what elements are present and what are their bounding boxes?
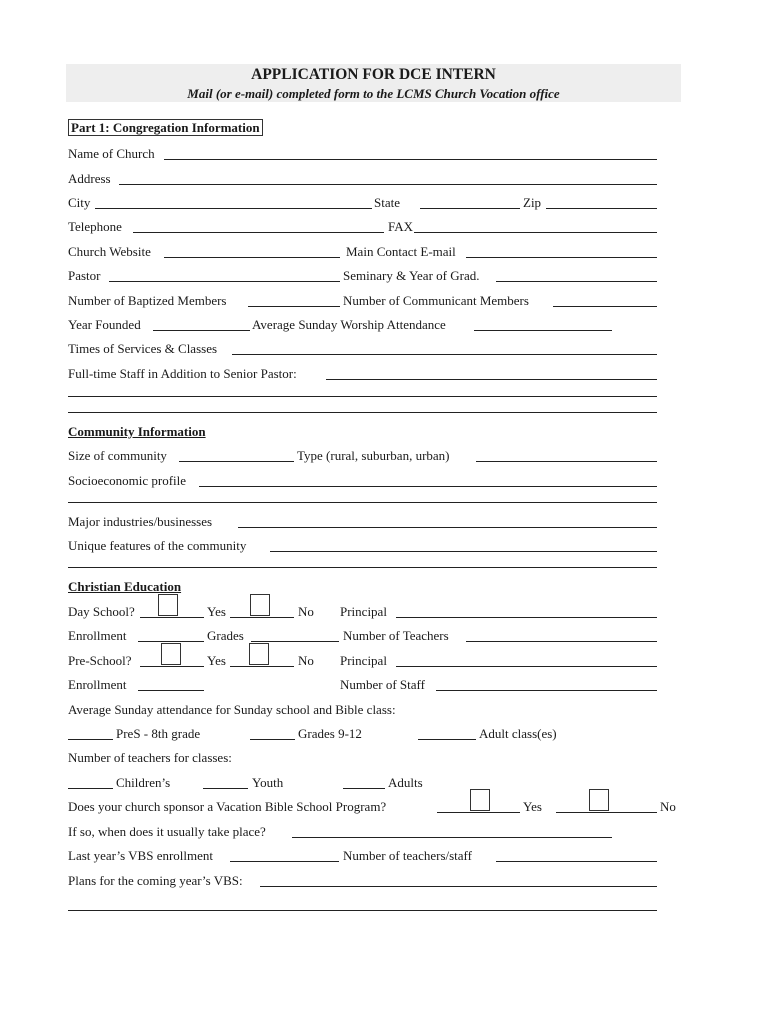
- address-label: Address: [68, 171, 111, 186]
- size-of-community-field[interactable]: [179, 461, 294, 462]
- times-of-services-label: Times of Services & Classes: [68, 341, 218, 356]
- city-field[interactable]: [95, 208, 372, 209]
- times-of-services-field[interactable]: [232, 354, 657, 355]
- telephone-label: Telephone: [68, 219, 122, 234]
- preschool-label: Pre-School?: [68, 653, 132, 668]
- name-of-church-label: Name of Church: [68, 146, 155, 161]
- form-title: APPLICATION FOR DCE INTERN: [251, 66, 496, 83]
- grades-9-12-label: Grades 9-12: [298, 726, 362, 741]
- size-of-community-label: Size of community: [68, 448, 167, 463]
- pastor-label: Pastor: [68, 268, 101, 283]
- adult-classes-label: Adult class(es): [479, 726, 557, 741]
- grades-9-12-field[interactable]: [250, 739, 295, 740]
- preschool-yes-checkbox[interactable]: [161, 643, 181, 665]
- fulltime-staff-line-2[interactable]: [68, 396, 657, 397]
- number-of-teachers-label: Number of Teachers: [343, 628, 449, 643]
- vbs-yes-line: [437, 812, 520, 813]
- day-school-enrollment-label: Enrollment: [68, 628, 127, 643]
- vbs-no-checkbox[interactable]: [589, 789, 609, 811]
- day-school-principal-label: Principal: [340, 604, 387, 619]
- city-label: City: [68, 195, 91, 210]
- industries-field[interactable]: [238, 527, 657, 528]
- adults-label: Adults: [388, 775, 423, 790]
- unique-features-field[interactable]: [270, 551, 657, 552]
- community-heading: Community Information: [68, 424, 206, 439]
- socioeconomic-label: Socioeconomic profile: [68, 473, 187, 488]
- day-school-enrollment-field[interactable]: [138, 641, 204, 642]
- socioeconomic-field[interactable]: [199, 486, 657, 487]
- preschool-yes-line: [140, 666, 204, 667]
- unique-features-line-2[interactable]: [68, 567, 657, 568]
- zip-field[interactable]: [546, 208, 657, 209]
- preschool-enrollment-field[interactable]: [138, 690, 204, 691]
- vbs-question-label: Does your church sponsor a Vacation Bible School Program?: [68, 799, 387, 814]
- plans-vbs-label: Plans for the coming year’s VBS:: [68, 873, 243, 888]
- plans-vbs-field[interactable]: [260, 886, 657, 887]
- main-contact-email-field[interactable]: [466, 257, 657, 258]
- preschool-enrollment-label: Enrollment: [68, 677, 127, 692]
- header-banner: [66, 64, 681, 102]
- vbs-teachers-staff-label: Number of teachers/staff: [343, 848, 472, 863]
- baptized-members-field[interactable]: [248, 306, 340, 307]
- childrens-label: Children’s: [116, 775, 171, 790]
- preschool-principal-field[interactable]: [396, 666, 657, 667]
- preschool-no-line: [230, 666, 294, 667]
- year-founded-label: Year Founded: [68, 317, 141, 332]
- preschool-no-checkbox[interactable]: [249, 643, 269, 665]
- communicant-members-field[interactable]: [553, 306, 657, 307]
- adults-field[interactable]: [343, 788, 385, 789]
- day-school-yes-line: [140, 617, 204, 618]
- fulltime-staff-label: Full-time Staff in Addition to Senior Pastor:: [68, 366, 297, 381]
- grades-label: Grades: [207, 628, 244, 643]
- fulltime-staff-line-3[interactable]: [68, 412, 657, 413]
- last-vbs-enrollment-field[interactable]: [230, 861, 339, 862]
- seminary-year-label: Seminary & Year of Grad.: [343, 268, 480, 283]
- number-of-staff-label: Number of Staff: [340, 677, 425, 692]
- fax-label: FAX: [388, 219, 414, 234]
- youth-label: Youth: [252, 775, 284, 790]
- day-school-no-checkbox[interactable]: [250, 594, 270, 616]
- community-type-field[interactable]: [476, 461, 657, 462]
- baptized-members-label: Number of Baptized Members: [68, 293, 227, 308]
- when-vbs-label: If so, when does it usually take place?: [68, 824, 266, 839]
- address-field[interactable]: [119, 184, 657, 185]
- zip-label: Zip: [523, 195, 542, 210]
- industries-label: Major industries/businesses: [68, 514, 213, 529]
- when-vbs-field[interactable]: [292, 837, 612, 838]
- pres-8th-label: PreS - 8th grade: [116, 726, 201, 741]
- vbs-teachers-staff-field[interactable]: [496, 861, 657, 862]
- communicant-members-label: Number of Communicant Members: [343, 293, 529, 308]
- fax-field[interactable]: [414, 232, 657, 233]
- christian-ed-heading: Christian Education: [68, 579, 182, 594]
- pastor-field[interactable]: [109, 281, 340, 282]
- vbs-no-label: No: [660, 799, 676, 814]
- childrens-field[interactable]: [68, 788, 113, 789]
- main-contact-email-label: Main Contact E-mail: [346, 244, 456, 259]
- adult-classes-field[interactable]: [418, 739, 476, 740]
- plans-vbs-line-2[interactable]: [68, 910, 657, 911]
- teachers-for-classes-label: Number of teachers for classes:: [68, 750, 232, 765]
- vbs-yes-checkbox[interactable]: [470, 789, 490, 811]
- socioeconomic-line-2[interactable]: [68, 502, 657, 503]
- preschool-no-label: No: [298, 653, 314, 668]
- form-subtitle: Mail (or e-mail) completed form to the LCMS Church Vocation office: [187, 86, 560, 101]
- pres-8th-field[interactable]: [68, 739, 113, 740]
- seminary-year-field[interactable]: [496, 281, 657, 282]
- church-website-label: Church Website: [68, 244, 151, 259]
- day-school-no-label: No: [298, 604, 314, 619]
- unique-features-label: Unique features of the community: [68, 538, 247, 553]
- preschool-yes-label: Yes: [207, 653, 226, 668]
- last-vbs-enrollment-label: Last year’s VBS enrollment: [68, 848, 214, 863]
- day-school-yes-label: Yes: [207, 604, 226, 619]
- vbs-no-line: [556, 812, 657, 813]
- state-label: State: [374, 195, 400, 210]
- church-website-field[interactable]: [164, 257, 340, 258]
- part1-heading-label: Part 1: Congregation Information: [68, 119, 263, 136]
- number-of-teachers-field[interactable]: [466, 641, 657, 642]
- avg-worship-field[interactable]: [474, 330, 612, 331]
- year-founded-field[interactable]: [153, 330, 250, 331]
- community-type-label: Type (rural, suburban, urban): [297, 448, 450, 463]
- part1-heading: [68, 120, 263, 135]
- avg-worship-label: Average Sunday Worship Attendance: [252, 317, 446, 332]
- day-school-yes-checkbox[interactable]: [158, 594, 178, 616]
- day-school-principal-field[interactable]: [396, 617, 657, 618]
- vbs-yes-label: Yes: [523, 799, 542, 814]
- youth-field[interactable]: [203, 788, 248, 789]
- preschool-principal-label: Principal: [340, 653, 387, 668]
- avg-sunday-attendance-label: Average Sunday attendance for Sunday school and Bible class:: [68, 702, 396, 717]
- grades-field[interactable]: [251, 641, 339, 642]
- name-of-church-field[interactable]: [164, 159, 657, 160]
- day-school-label: Day School?: [68, 604, 135, 619]
- number-of-staff-field[interactable]: [436, 690, 657, 691]
- day-school-no-line: [230, 617, 294, 618]
- telephone-field[interactable]: [133, 232, 384, 233]
- state-field[interactable]: [420, 208, 520, 209]
- fulltime-staff-field[interactable]: [326, 379, 657, 380]
